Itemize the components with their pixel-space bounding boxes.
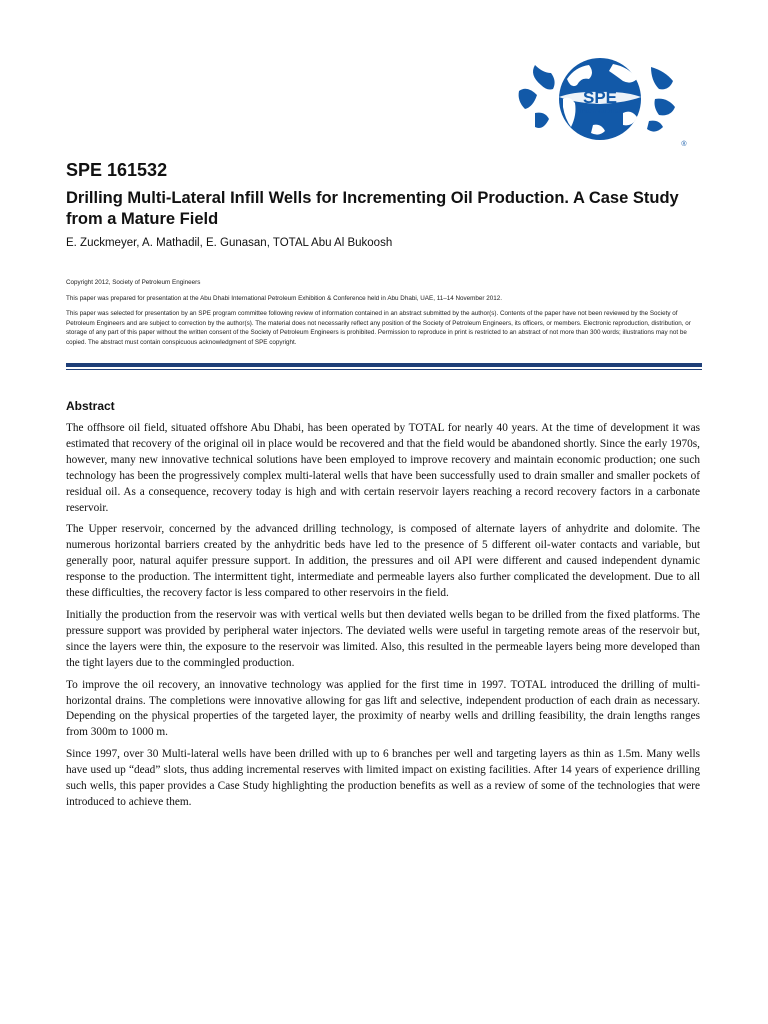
review-note: This paper was selected for presentation by an SPE program committee following review of information contained in an abstract submitted by the author(s). Contents of the paper have not been reviewed by the Society of Petroleum Engineers and are subject to correction by the author(s). The material does not necessarily reflect any position of the Society of Petroleum Engineers, its officers, or members. Electronic reproduction, distribution, or storage of any part of this paper without the written consent of the Society of Petroleum Engineers is prohibited. Permission to reproduce in print is restricted to an abstract of not more than 300 words; illustrations may not be copied. The abstract must contain conspicuous acknowledgment of SPE copyright. <box>66 310 691 346</box>
paper-number: SPE 161532 <box>66 160 168 180</box>
abstract-paragraph: Since 1997, over 30 Multi-lateral wells have been drilled with up to 6 branches per well and targeting layers as thin as 1.5m. Many wells have used up “dead” slots, thus adding incremental reserves with limited impact on existing facilities. After 14 years of experience drilling such wells, this paper provides a Case Study highlighting the production benefits as well as a review of some of the technologies that were introduced to achieve them. <box>66 748 700 808</box>
divider-thin <box>66 369 702 370</box>
abstract-paragraph: To improve the oil recovery, an innovative technology was applied for the first time in 1997. TOTAL introduced the drilling of multi-horizontal drains. The completions were innovative allowing for gas lift and selective, independent production of each drain as necessary. Depending on the physical properties of the targeted layer, the proximity of nearby wells and drilling feasibility, the drain lengths ranges from 300m to 1000 m. <box>66 678 700 739</box>
authors: E. Zuckmeyer, A. Mathadil, E. Gunasan, TOTAL Abu Al Bukoosh <box>66 237 393 249</box>
abstract-body <box>66 421 700 817</box>
presentation-note: This paper was prepared for presentation at the Abu Dhabi International Petroleum Exhibition & Conference held in Abu Dhabi, UAE, 11–14 November 2012. <box>66 295 503 302</box>
paper-title: Drilling Multi-Lateral Infill Wells for Incrementing Oil Production. A Case Study from a Mature Field <box>66 189 679 228</box>
copyright-notice: Copyright 2012, Society of Petroleum Engineers <box>66 279 201 286</box>
svg-text:®: ® <box>681 141 687 148</box>
abstract-paragraph: Initially the production from the reservoir was with vertical wells but then deviated wells began to be drilled from the fixed platforms. The pressure support was provided by peripheral water injectors. The deviated wells were useful in targeting remote areas of the reservoir but, since the layers were thin, the exposure to the reservoir was limited. Also, this resulted in the permeable layers being more developed than the tight layers due to the commingled production. <box>66 608 700 669</box>
svg-text:SPE: SPE <box>582 88 618 107</box>
divider-thick <box>66 363 702 367</box>
abstract-paragraph: The Upper reservoir, concerned by the advanced drilling technology, is composed of alternate layers of anhydrite and dolomite. The numerous horizontal barriers created by the anhydritic beds have led to the presence of 5 different oil-water contacts and variable, but generally poor, natural aquifer pressure support. In addition, the pressures and oil API were different and caused independent dynamic response to the production. The intermittent tight, intermediate and permeable layers also further complicated the development. Due to all these difficulties, the recovery factor is less compared to other reservoirs in the field. <box>66 523 700 600</box>
abstract-heading: Abstract <box>66 399 115 413</box>
spe-international-logo <box>505 55 695 151</box>
abstract-paragraph: The offhsore oil field, situated offshore Abu Dhabi, has been operated by TOTAL for nearly 40 years. At the time of development it was estimated that recovery of the original oil in place would be recovered and that the field would be abandoned shortly. Since the early 1970s, however, many new innovative technical solutions have been employed to improve recovery and maintain economic production; one such technology has been the progressively complex multi-lateral wells that have been successfully used to drain smaller and smaller pockets of residual oil. As a consequence, recovery today is high and with certain reservoir layers reaching a record recovery factors in a carbonate reservoir. <box>66 422 700 514</box>
svg-text:International: International <box>579 106 621 115</box>
